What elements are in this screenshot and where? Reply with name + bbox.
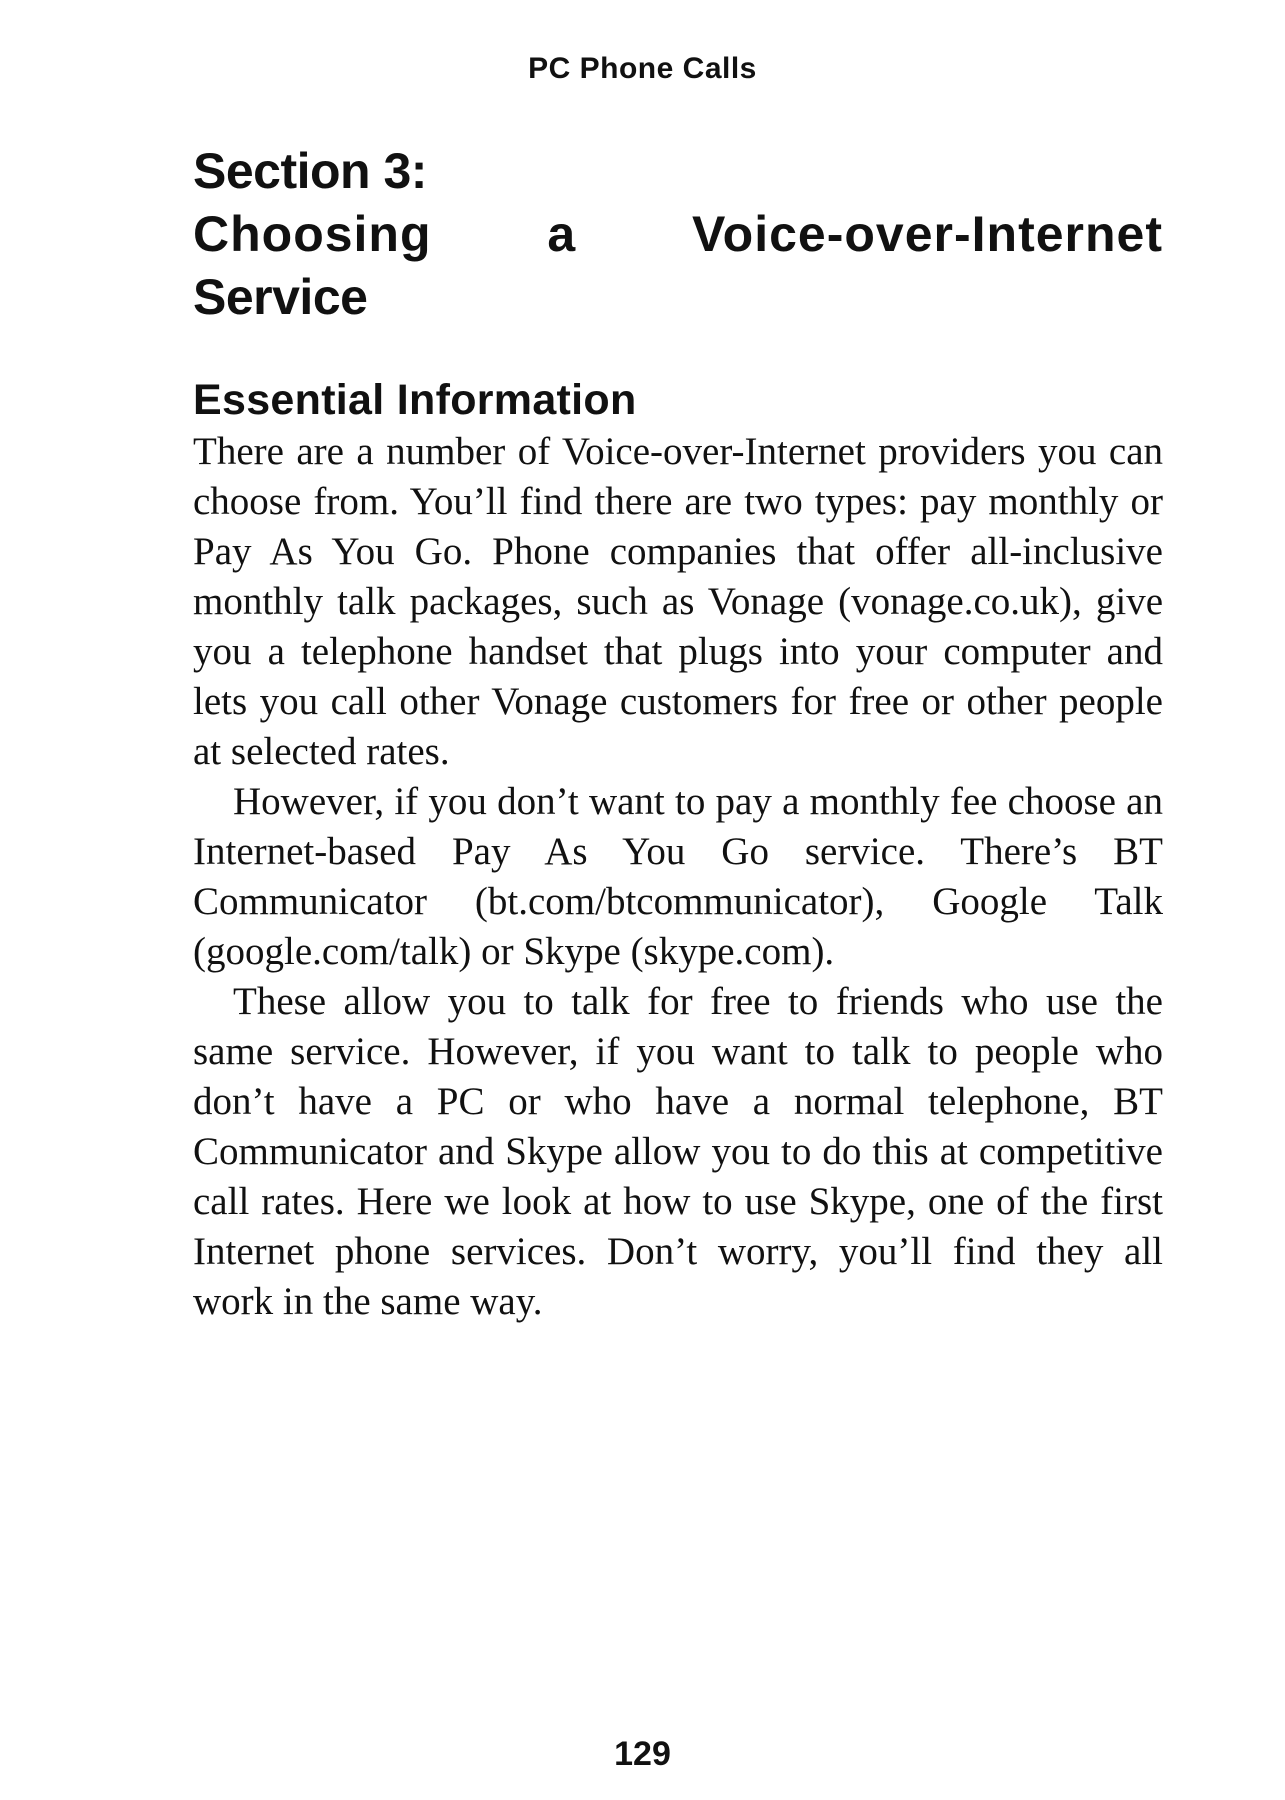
page-number: 129 [614, 1735, 671, 1773]
page-content [193, 140, 1163, 1327]
body-paragraph-1: There are a number of Voice-over-Internet providers you can choose from. You’ll find there are two types: pay monthly or Pay As You Go. Phone companies that offer all-inclusive monthly talk packages, such as Vonage (vonage.co.uk), give you a telephone handset that plugs into your computer and lets you call other Vonage customers for free or other people at selected rates. [193, 430, 1163, 773]
section-title-main: Choosing a Voice-over-Internet [193, 206, 1163, 262]
section-title-number: Section 3: [193, 143, 427, 199]
sub-heading: Essential Information [193, 376, 637, 424]
section-title [193, 140, 1163, 329]
section-title-end: Service [193, 269, 368, 325]
body-paragraph-2: However, if you don’t want to pay a monthly fee choose an Internet-based Pay As You Go service. There’s BT Communicator (bt.com/btcommunicator), Google Talk (google.com/talk) or Skype (skype.com). [193, 780, 1163, 973]
body-paragraph-3: These allow you to talk for free to friends who use the same service. However, if you want to talk to people who don’t have a PC or who have a normal telephone, BT Communicator and Skype allow you to do this at competitive call rates. Here we look at how to use Skype, one of the first Internet phone services. Don’t worry, you’ll find they all work in the same way. [193, 980, 1163, 1323]
running-head: PC Phone Calls [528, 52, 757, 85]
